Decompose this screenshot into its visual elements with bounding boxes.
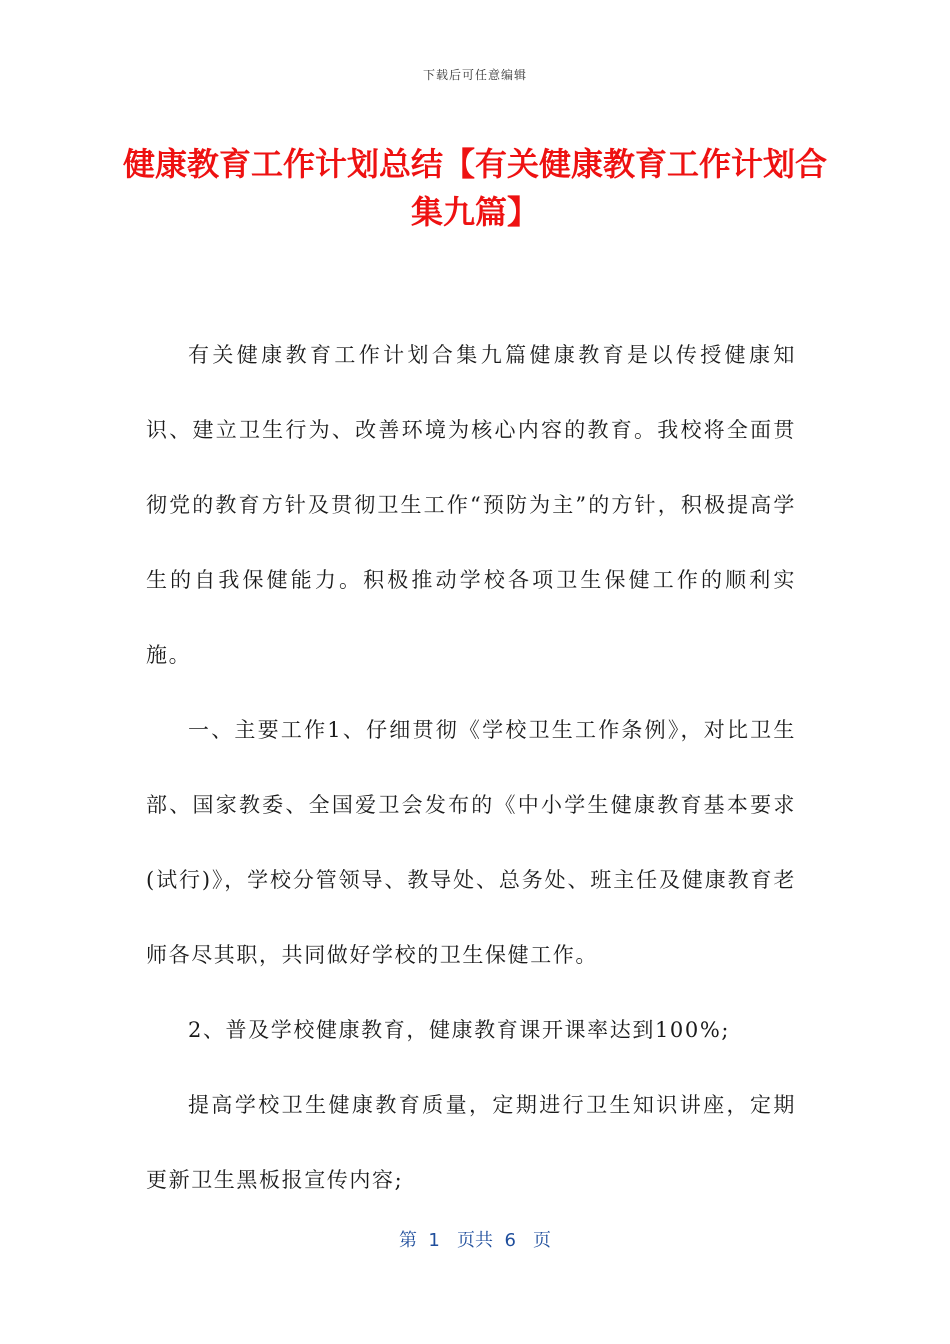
- document-body: [146, 318, 796, 1218]
- header-note: 下载后可任意编辑: [422, 68, 527, 82]
- paragraph-intro: 有关健康教育工作计划合集九篇健康教育是以传授健康知识、建立卫生行为、改善环境为核心内容的教育。我校将全面贯彻党的教育方针及贯彻卫生工作“预防为主”的方针，积极提高学生的自我保健能力。积极推动学校各项卫生保健工作的顺利实施。: [146, 343, 796, 667]
- paragraph-health-course: 2、普及学校健康教育，健康教育课开课率达到100%;: [188, 1018, 731, 1042]
- page-number-footer: 第 1 页共 6 页: [398, 1230, 552, 1251]
- paragraph-main-work: 一、主要工作1、仔细贯彻《学校卫生工作条例》，对比卫生部、国家教委、全国爱卫会发布的《中小学生健康教育基本要求(试行)》，学校分管领导、教导处、总务处、班主任及健康教育老师各尽其职，共同做好学校的卫生保健工作。: [146, 718, 796, 967]
- paragraph-quality: 提高学校卫生健康教育质量，定期进行卫生知识讲座，定期更新卫生黑板报宣传内容;: [146, 1093, 796, 1192]
- document-title: 健康教育工作计划总结【有关健康教育工作计划合集九篇】: [122, 145, 827, 231]
